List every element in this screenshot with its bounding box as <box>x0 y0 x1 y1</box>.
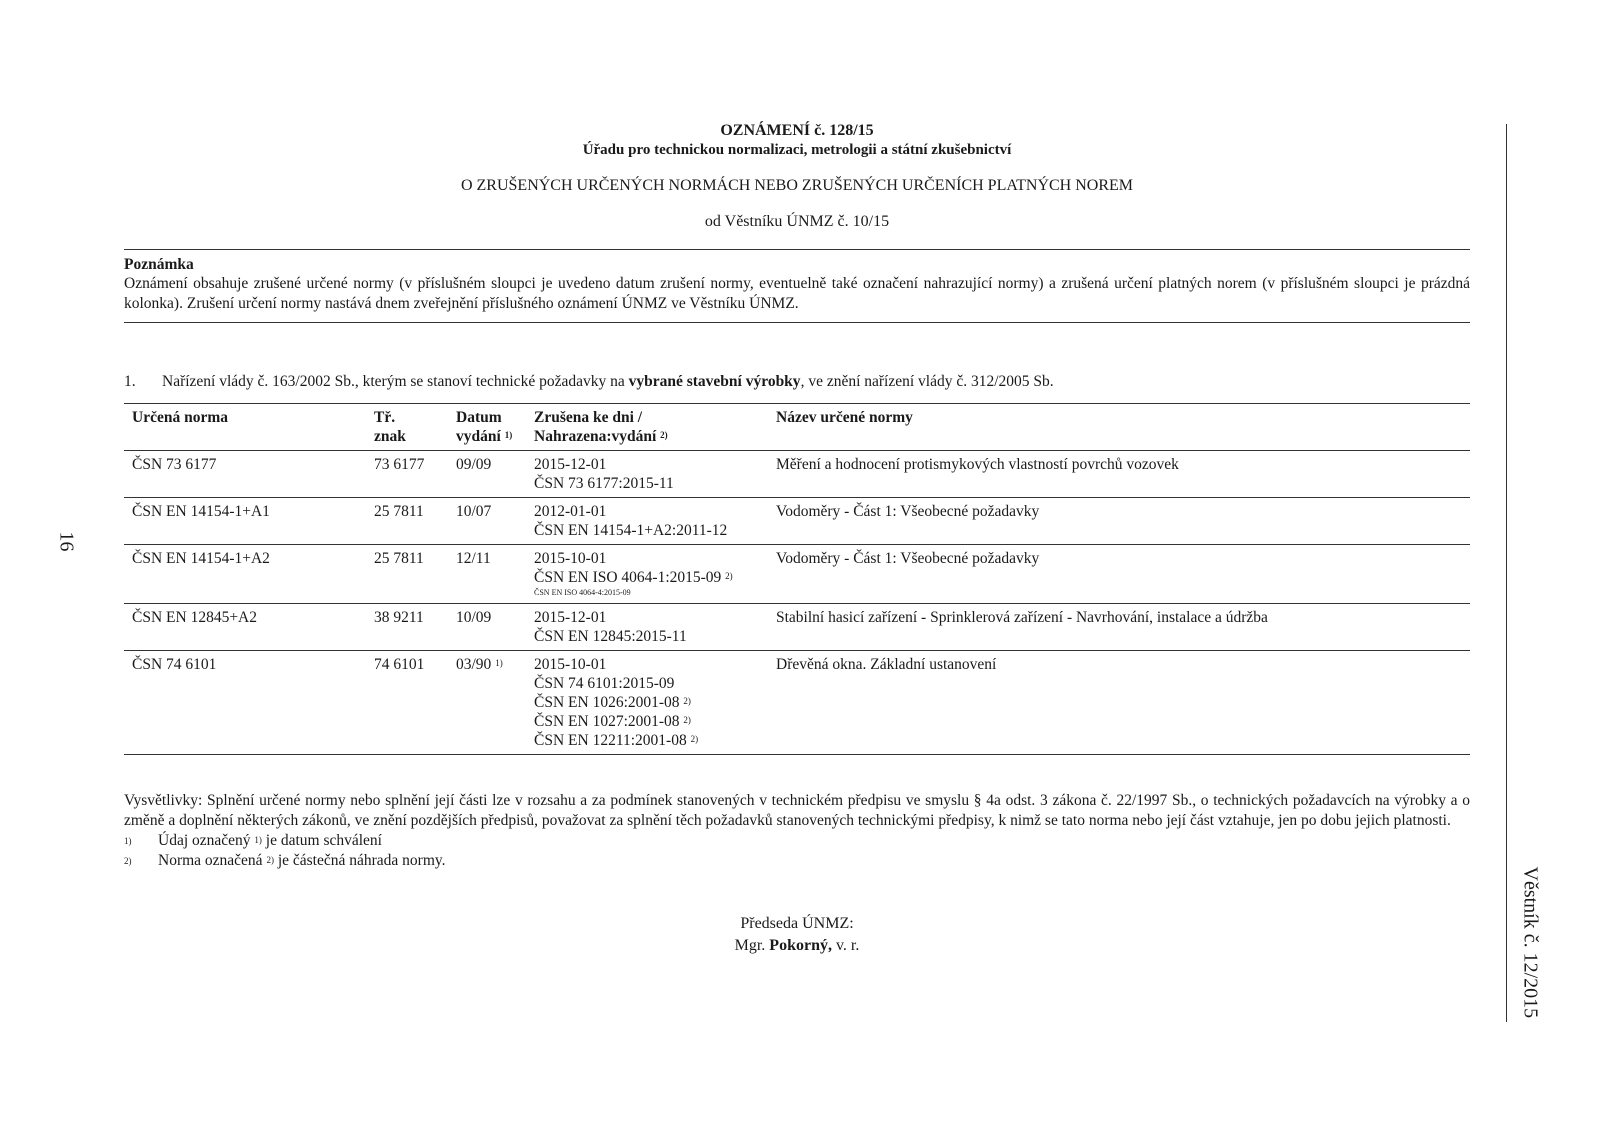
note-text: Oznámení obsahuje zrušené určené normy (v příslušném sloupci je uvedeno datum zrušení normy, eventuelně také označení nahrazující normy) a zrušená určení platných norem (v příslušném sloupci je prázdná kolonka). Zrušení určení normy nastává dnem zveřejnění příslušného oznámení ÚNMZ ve Věstníku ÚNMZ. <box>124 275 1470 312</box>
page-number: 16 <box>55 531 78 552</box>
cell-cancelled: 2015-10-01 ČSN 74 6101:2015-09 ČSN EN 1026:2001-08 $^{2)}$ ČSN EN 1027:2001-08 $^{2)}$ ČSN EN 12211:2001-08 $^{2)}$ <box>534 656 699 749</box>
table-row <box>124 651 1470 755</box>
cell-class: 38 9211 <box>374 609 424 626</box>
footnote: 1) Údaj označený $^{1)}$ je datum schválení <box>124 832 382 849</box>
cell-class: 25 7811 <box>374 503 424 520</box>
footnote: 2) Norma označená $^{2)}$ je částečná náhrada normy. <box>124 852 446 869</box>
header-norm: Určená norma <box>132 409 228 426</box>
table-row <box>124 545 1470 604</box>
cell-cancelled: 2015-12-01 ČSN 73 6177:2015-11 <box>534 456 674 492</box>
cell-date: 03/90 $^{1)}$ <box>456 656 503 673</box>
note-section <box>124 243 1470 323</box>
cell-date: 10/09 <box>456 609 492 626</box>
cell-norm: ČSN EN 14154-1+A2 <box>132 550 270 567</box>
cell-name: Dřevěná okna. Základní ustanovení <box>776 656 997 673</box>
cell-class: 74 6101 <box>374 656 425 673</box>
cell-cancelled: 2015-10-01 ČSN EN ISO 4064-1:2015-09 $^{2)}$ ČSN EN ISO 4064-4:2015-09 <box>526 545 768 604</box>
table-row <box>124 604 1470 651</box>
item-text: Nařízení vlády č. 163/2002 Sb., kterým se stanoví technické požadavky na vybrané stavební výrobky, ve znění nařízení vlády č. 312/2005 Sb. <box>162 373 1054 390</box>
cell-name: Stabilní hasicí zařízení - Sprinklerová zařízení - Navrhování, instalace a údržba <box>776 609 1268 626</box>
standards-table <box>124 403 1470 755</box>
item-number: 1. <box>124 373 136 390</box>
side-rule <box>1506 124 1507 1022</box>
document-title: OZNÁMENÍ č. 128/15 <box>720 122 874 139</box>
issuing-authority: Úřadu pro technickou normalizaci, metrologii a státní zkušebnictví <box>582 142 1012 158</box>
cell-class: 25 7811 <box>374 550 424 567</box>
table-header-row <box>124 404 1470 451</box>
table-row <box>124 451 1470 498</box>
note-heading: Poznámka <box>124 256 194 273</box>
document-subject: O ZRUŠENÝCH URČENÝCH NORMÁCH NEBO ZRUŠENÝCH URČENÍCH PLATNÝCH NOREM <box>460 177 1134 194</box>
signature-name: Mgr. Pokorný, v. r. <box>734 937 860 954</box>
table-row <box>124 498 1470 545</box>
cell-norm: ČSN 73 6177 <box>132 456 217 473</box>
header-cancelled: Zrušena ke dni / Nahrazena:vydání $^{2)}$ <box>534 409 668 445</box>
cell-norm: ČSN EN 14154-1+A1 <box>132 503 270 520</box>
header-date: Datum vydání $^{1)}$ <box>456 409 513 445</box>
footnote-mark: 1) <box>124 836 132 846</box>
cell-date: 12/11 <box>456 550 491 567</box>
cell-cancelled: 2015-12-01 ČSN EN 12845:2015-11 <box>534 609 687 645</box>
cell-name: Měření a hodnocení protismykových vlastností povrchů vozovek <box>776 456 1179 473</box>
divider <box>124 322 1470 323</box>
cell-class: 73 6177 <box>374 456 425 473</box>
header-name: Název určené normy <box>776 409 913 426</box>
cell-norm: ČSN EN 12845+A2 <box>132 609 257 626</box>
signature-role: Předseda ÚNMZ: <box>740 915 854 932</box>
explanation-text: Vysvětlivky: Splnění určené normy nebo splnění její části lze v rozsahu a za podmínek stanovených v technickém předpisu ve smyslu § 4a odst. 3 zákona č. 22/1997 Sb., o technických požadavcích na výrobky a o změně a doplnění některých zákonů, ve znění pozdějších předpisů, považovat za splnění těch požadavků stanovených technickými předpisy, k nimž se tato norma nebo její část vztahuje, jen po dobu jejich platnosti. <box>124 792 1470 829</box>
regulation-item <box>124 373 1470 391</box>
cell-name: Vodoměry - Část 1: Všeobecné požadavky <box>776 503 1040 520</box>
document-source: od Věstníku ÚNMZ č. 10/15 <box>704 213 890 230</box>
cell-norm: ČSN 74 6101 <box>132 656 217 673</box>
journal-issue-label: Věstník č. 12/2015 <box>1519 866 1542 1019</box>
signature-block <box>124 913 1470 957</box>
footnote-mark: 2) <box>124 856 132 866</box>
cell-name: Vodoměry - Část 1: Všeobecné požadavky <box>776 550 1040 567</box>
header-class: Tř. znak <box>374 409 406 445</box>
document-page <box>124 118 1470 957</box>
cell-date: 10/07 <box>456 503 492 520</box>
small-print-replacement: ČSN EN ISO 4064-4:2015-09 <box>534 588 631 597</box>
cell-cancelled: 2012-01-01 ČSN EN 14154-1+A2:2011-12 <box>534 503 728 539</box>
cell-date: 09/09 <box>456 456 492 473</box>
